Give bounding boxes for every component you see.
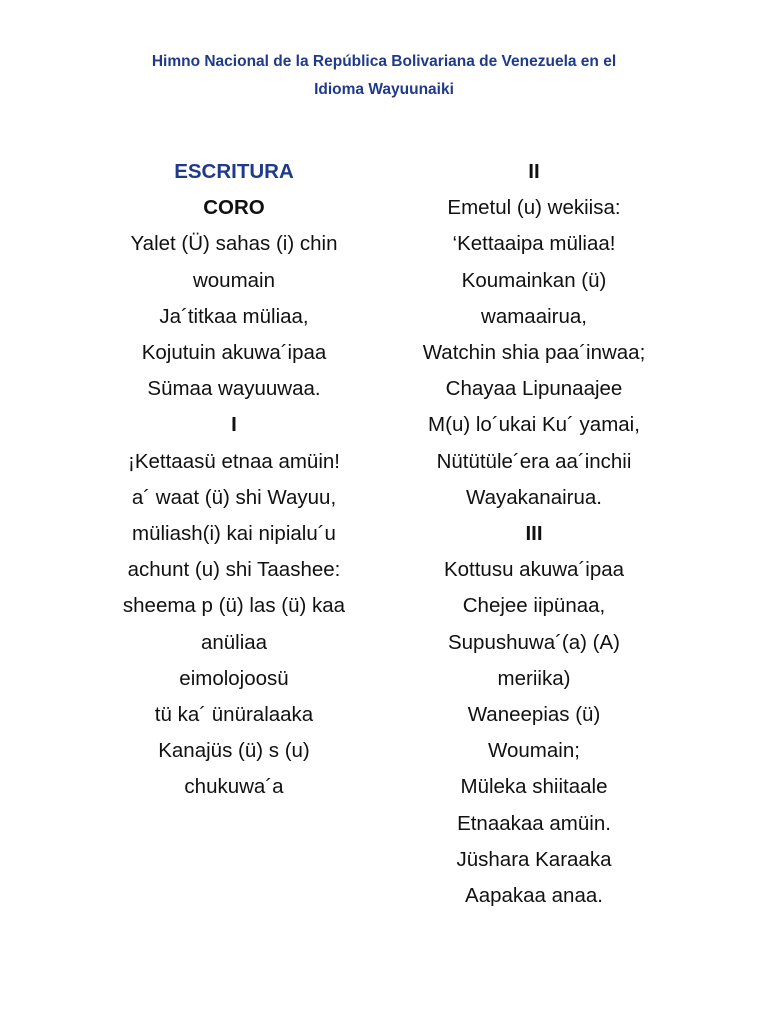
- verse-line: Watchin shia paa´inwaa;: [422, 341, 646, 365]
- verse-line: Etnaakaa amüin.: [457, 811, 611, 835]
- verse-line: Kanajüs (ü) s (u): [158, 739, 310, 763]
- stanza-3-verse: [384, 552, 684, 914]
- verse-line: Woumain;: [488, 739, 580, 763]
- stanza-3-heading: III: [525, 522, 543, 546]
- verse-line: meriika): [497, 666, 571, 690]
- verse-line: chukuwa´a: [184, 775, 284, 799]
- verse-line: Chayaa Lipunaajee: [445, 377, 623, 401]
- verse-line: Aapakaa anaa.: [465, 884, 603, 908]
- verse-line: a´ waat (ü) shi Wayuu,: [131, 485, 337, 509]
- verse-line: ‘Kettaaipa müliaa!: [452, 232, 616, 256]
- verse-line: eimolojoosü: [179, 666, 289, 690]
- verse-line: Chejee iipünaa,: [462, 594, 606, 618]
- verse-line: Jüshara Karaaka: [456, 847, 612, 871]
- verse-line: Kojutuin akuwa´ipaa: [141, 341, 327, 365]
- verse-line: Waneepias (ü): [467, 703, 601, 727]
- stanza-2-heading: II: [528, 160, 540, 183]
- title-line-2: Idioma Wayuunaiki: [314, 81, 454, 98]
- verse-line: Kottusu akuwa´ipaa: [443, 558, 625, 582]
- chorus-heading: CORO: [203, 196, 265, 220]
- verse-line: Emetul (u) wekiisa:: [447, 196, 621, 220]
- verse-line: Koumainkan (ü): [461, 268, 607, 292]
- stanza-2-verse: [384, 190, 684, 516]
- right-column: [384, 154, 684, 914]
- verse-line: achunt (u) shi Taashee:: [127, 558, 341, 582]
- verse-line: wamaairua,: [481, 304, 587, 328]
- verse-line: woumain: [192, 268, 276, 292]
- verse-line: Müleka shiitaale: [460, 775, 608, 799]
- verse-line: sheema p (ü) las (ü) kaa: [122, 594, 346, 618]
- verse-line: M(u) lo´ukai Ku´ yamai,: [428, 413, 640, 437]
- verse-line: Ja´titkaa müliaa,: [159, 304, 309, 328]
- document-title: [0, 48, 768, 104]
- verse-line: Sümaa wayuuwaa.: [147, 377, 321, 401]
- verse-line: müliash(i) kai nipialu´u: [132, 522, 336, 546]
- verse-line: Supushuwa´(a) (A): [447, 630, 621, 654]
- stanza-1-verse: [84, 444, 384, 806]
- verse-line: Yalet (Ü) sahas (i) chin: [130, 232, 338, 256]
- title-line-1: Himno Nacional de la República Bolivariana de Venezuela en el: [151, 53, 617, 70]
- verse-line: Nütütüle´era aa´inchii: [436, 449, 632, 473]
- verse-line: tü ka´ ünüralaaka: [154, 703, 314, 727]
- verse-line: ¡Kettaasü etnaa amüin!: [128, 449, 340, 473]
- verse-line: anüliaa: [200, 630, 268, 654]
- chorus-verse: [84, 226, 384, 407]
- section-label: ESCRITURA: [174, 160, 294, 183]
- verse-line: Wayakanairua.: [466, 485, 602, 509]
- stanza-1-heading: I: [231, 413, 237, 437]
- left-column: [84, 154, 384, 806]
